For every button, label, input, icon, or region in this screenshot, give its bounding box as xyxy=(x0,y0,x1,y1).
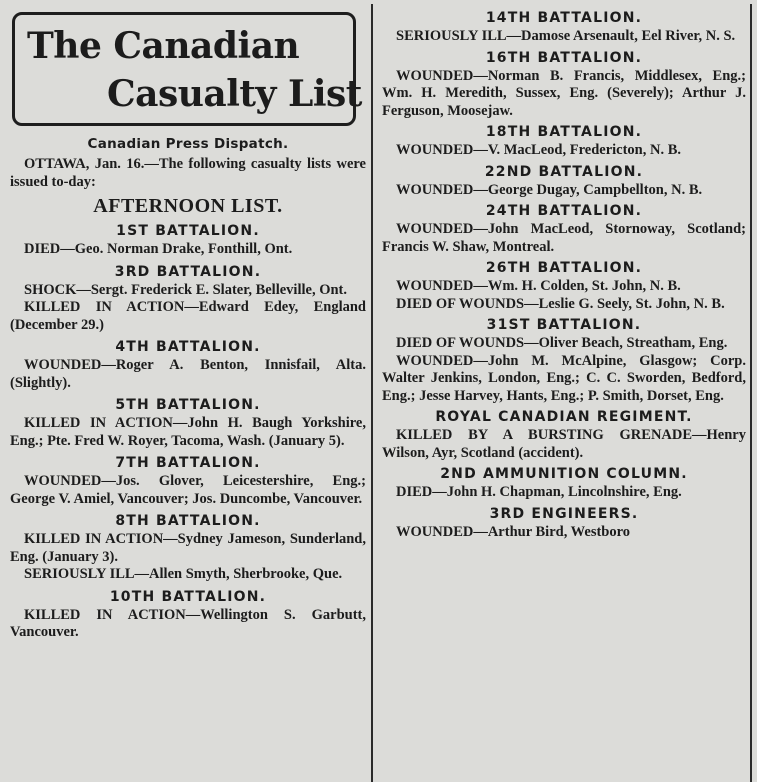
casualty-entry: WOUNDED—Norman B. Francis, Middlesex, Eng.; Wm. H. Meredith, Sussex, Eng. (Severely); Arthur J. Ferguson, Moosejaw. xyxy=(382,67,746,119)
battalion-heading: 31ST BATTALION. xyxy=(486,317,642,333)
casualty-entry: DIED—Geo. Norman Drake, Fonthill, Ont. xyxy=(24,241,293,257)
left-column xyxy=(6,6,370,782)
battalion-heading: 22ND BATTALION. xyxy=(484,163,644,180)
casualty-entry: DIED OF WOUNDS—Leslie G. Seely, St. John, N. B. xyxy=(396,295,725,312)
battalion-heading: 2ND AMMUNITION COLUMN. xyxy=(440,466,688,482)
casualty-entry: WOUNDED—John M. McAlpine, Glasgow; Corp. Walter Jenkins, London, Eng.; C. C. Sworden, Bedford, Eng.; Jesse Harvey, Hants, Eng.; P. Smith, Dorset, Eng. xyxy=(382,352,746,404)
battalion-heading: 3RD BATTALION. xyxy=(114,263,262,280)
casualty-entry: KILLED BY A BURSTING GRENADE—Henry Wilson, Ayr, Scotland (accident). xyxy=(382,427,746,461)
battalion-heading: 8TH BATTALION. xyxy=(115,513,261,529)
battalion-heading: 3RD ENGINEERS. xyxy=(489,505,639,522)
battalion-heading: 4TH BATTALION. xyxy=(115,339,261,355)
battalion-heading: 1ST BATTALION. xyxy=(116,223,260,239)
casualty-entry: SHOCK—Sergt. Frederick E. Slater, Belleville, Ont. xyxy=(24,281,347,298)
battalion-heading: 24TH BATTALION. xyxy=(485,203,643,219)
casualty-entry: WOUNDED—Arthur Bird, Westboro xyxy=(396,523,631,540)
battalion-heading: 7TH BATTALION. xyxy=(115,455,261,471)
page-title-line-2: Casualty List xyxy=(107,73,362,115)
casualty-entry: WOUNDED—Jos. Glover, Leicestershire, Eng.; George V. Amiel, Vancouver; Jos. Duncombe, Vancouver. xyxy=(10,473,366,507)
page-title-line-1: The Canadian xyxy=(27,25,300,67)
casualty-entry: KILLED IN ACTION—Wellington S. Garbutt, Vancouver. xyxy=(10,606,366,640)
list-heading: AFTERNOON LIST. xyxy=(93,195,283,217)
battalion-heading: 16TH BATTALION. xyxy=(485,49,643,66)
battalion-heading: 5TH BATTALION. xyxy=(115,397,261,413)
battalion-heading: 14TH BATTALION. xyxy=(485,10,643,26)
title-box xyxy=(12,12,362,126)
battalion-heading: 18TH BATTALION. xyxy=(485,124,643,140)
battalion-heading: 10TH BATTALION. xyxy=(109,588,267,605)
intro-paragraph: OTTAWA, Jan. 16.—The following casualty lists were issued to-day: xyxy=(10,156,366,190)
casualty-entry: KILLED IN ACTION—Sydney Jameson, Sunderland, Eng. (January 3). xyxy=(10,531,366,565)
casualty-entry: SERIOUSLY ILL—Allen Smyth, Sherbrooke, Que. xyxy=(24,566,343,582)
casualty-entry: DIED—John H. Chapman, Lincolnshire, Eng. xyxy=(396,484,682,500)
casualty-entry: KILLED IN ACTION—Edward Edey, England (December 29.) xyxy=(10,299,366,333)
casualty-entry: KILLED IN ACTION—John H. Baugh Yorkshire, Eng.; Pte. Fred W. Royer, Tacoma, Wash. (January 5). xyxy=(10,415,366,449)
casualty-entry: WOUNDED—John MacLeod, Stornoway, Scotland; Francis W. Shaw, Montreal. xyxy=(382,221,746,255)
casualty-entry: WOUNDED—Roger A. Benton, Innisfail, Alta. (Slightly). xyxy=(10,357,366,391)
casualty-entry: SERIOUSLY ILL—Damose Arsenault, Eel River, N. S. xyxy=(396,28,736,44)
dispatch-credit: Canadian Press Dispatch. xyxy=(87,136,289,152)
right-border xyxy=(750,4,752,782)
casualty-entry: WOUNDED—George Dugay, Campbellton, N. B. xyxy=(396,181,703,198)
right-column xyxy=(378,6,750,782)
casualty-entry: WOUNDED—Wm. H. Colden, St. John, N. B. xyxy=(396,278,681,294)
column-divider xyxy=(371,4,373,782)
battalion-heading: ROYAL CANADIAN REGIMENT. xyxy=(435,409,693,425)
battalion-heading: 26TH BATTALION. xyxy=(485,260,643,276)
casualty-entry: DIED OF WOUNDS—Oliver Beach, Streatham, Eng. xyxy=(396,335,728,351)
right-sections xyxy=(382,9,746,541)
left-sections xyxy=(10,222,366,642)
casualty-entry: WOUNDED—V. MacLeod, Fredericton, N. B. xyxy=(396,142,682,158)
